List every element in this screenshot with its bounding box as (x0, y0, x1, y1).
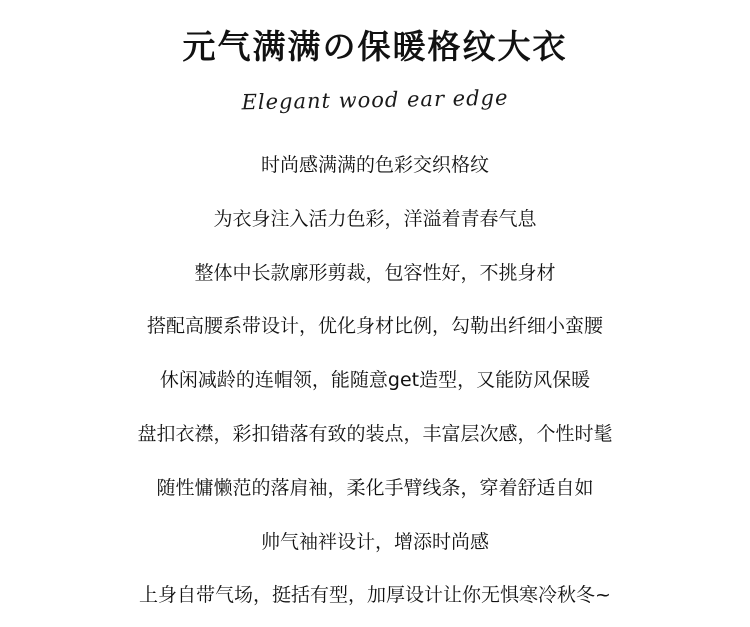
feature-line-5: 休闲减龄的连帽领，能随意get造型，又能防风保暖 (159, 369, 591, 392)
feature-line-8: 帅气袖袢设计，增添时尚感 (260, 530, 489, 553)
page-title: 元气满满の保暖格纹大衣 (182, 27, 568, 66)
script-subtitle: Elegant wood ear edge (241, 85, 509, 115)
feature-line-2: 为衣身注入活力色彩，洋溢着青春气息 (213, 207, 537, 230)
feature-line-7: 随性慵懒范的落肩袖，柔化手臂线条，穿着舒适自如 (156, 476, 594, 499)
feature-list (0, 143, 750, 627)
feature-line-6: 盘扣衣襟，彩扣错落有致的装点，丰富层次感，个性时髦 (137, 422, 613, 445)
feature-line-1: 时尚感满满的色彩交织格纹 (260, 154, 489, 176)
feature-line-9: 上身自带气场，挺括有型，加厚设计让你无惧寒冷秋冬~ (139, 584, 611, 607)
feature-line-4: 搭配高腰系带设计，优化身材比例，勾勒出纤细小蛮腰 (146, 315, 603, 338)
feature-line-3: 整体中长款廓形剪裁，包容性好，不挑身材 (194, 261, 556, 284)
